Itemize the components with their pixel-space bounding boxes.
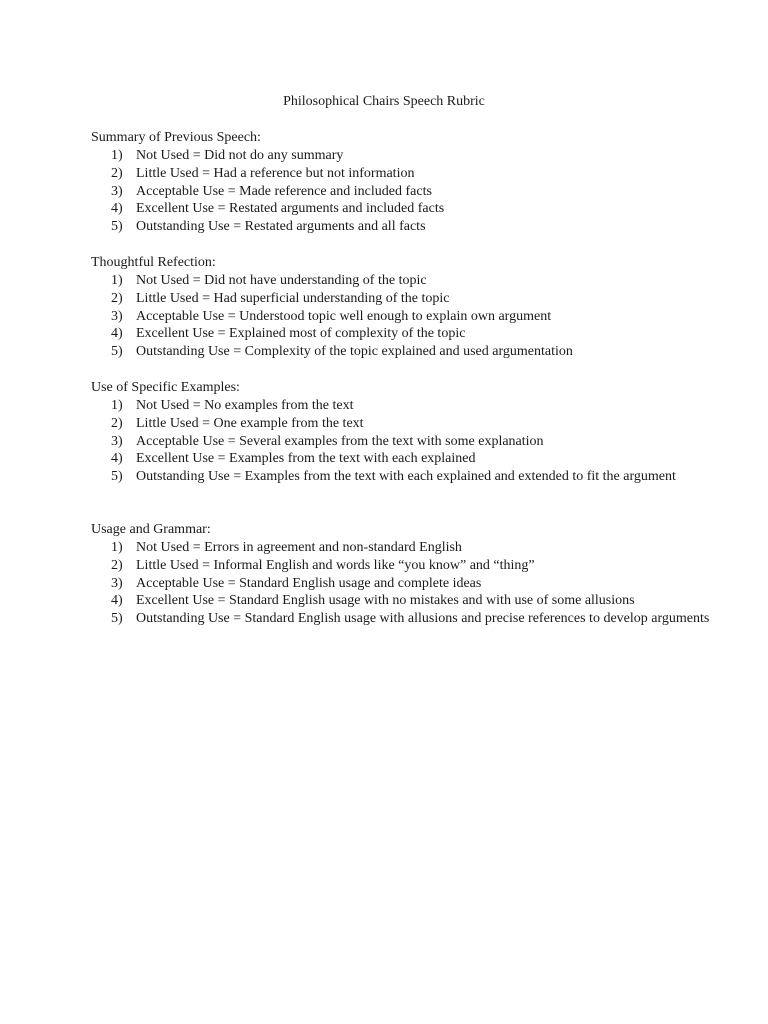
criterion-number: 5) (111, 611, 123, 627)
criterion-text: Not Used = No examples from the text (136, 398, 354, 413)
criterion-item (91, 539, 711, 557)
criterion-item (91, 218, 711, 236)
criterion-text: Little Used = Had a reference but not information (136, 165, 415, 181)
criterion-number: 4) (111, 593, 123, 609)
criterion-text: Outstanding Use = Standard English usage with allusions and precise references to develop arguments (136, 611, 710, 627)
criterion-text: Little Used = Informal English and words like “you know” and “thing” (136, 557, 535, 573)
criteria-list (91, 272, 711, 361)
criterion-item (91, 397, 711, 415)
criterion-number: 4) (111, 201, 123, 217)
criterion-number: 4) (111, 451, 123, 467)
criterion-text: Little Used = One example from the text (136, 415, 364, 431)
criterion-item (91, 308, 711, 326)
criterion-text: Excellent Use = Explained most of complexity of the topic (136, 326, 466, 342)
section-usage-and-grammar (91, 521, 711, 628)
criterion-text: Acceptable Use = Understood topic well enough to explain own argument (136, 308, 552, 324)
criterion-text: Excellent Use = Examples from the text with each explained (136, 451, 476, 467)
criterion-text: Acceptable Use = Several examples from the text with some explanation (136, 433, 544, 449)
criterion-text: Outstanding Use = Restated arguments and all facts (136, 219, 426, 235)
criterion-text: Little Used = Had superficial understanding of the topic (136, 290, 450, 306)
section-heading: Usage and Grammar: (91, 522, 211, 537)
criterion-item (91, 468, 711, 486)
criterion-number: 5) (111, 344, 123, 360)
criterion-number: 3) (111, 575, 123, 591)
criterion-text: Outstanding Use = Complexity of the topic explained and used argumentation (136, 344, 573, 360)
criterion-number: 3) (111, 183, 123, 199)
section-heading: Thoughtful Refection: (91, 255, 216, 270)
section-heading: Summary of Previous Speech: (91, 130, 261, 145)
criterion-item (91, 272, 711, 290)
criterion-number: 1) (111, 273, 123, 288)
criteria-list (91, 147, 711, 236)
criterion-item (91, 343, 711, 361)
criterion-number: 2) (111, 557, 123, 573)
criteria-list (91, 539, 711, 628)
criterion-item (91, 433, 711, 451)
criterion-number: 2) (111, 415, 123, 431)
criterion-text: Not Used = Did not do any summary (136, 148, 344, 163)
criterion-number: 4) (111, 326, 123, 342)
criterion-number: 1) (111, 398, 123, 413)
criterion-text: Not Used = Errors in agreement and non-standard English (136, 540, 462, 555)
section-thoughtful-reflection (91, 254, 711, 361)
criterion-item (91, 147, 711, 165)
criterion-item (91, 200, 711, 218)
criterion-item (91, 290, 711, 308)
criterion-text: Excellent Use = Restated arguments and included facts (136, 201, 445, 217)
criterion-item (91, 325, 711, 343)
criterion-text: Acceptable Use = Standard English usage and complete ideas (136, 575, 482, 591)
criterion-item (91, 183, 711, 201)
criterion-number: 2) (111, 165, 123, 181)
criterion-text: Not Used = Did not have understanding of the topic (136, 273, 427, 288)
criterion-item (91, 165, 711, 183)
section-use-of-specific-examples (91, 379, 711, 486)
section-heading: Use of Specific Examples: (91, 380, 240, 395)
criterion-item (91, 415, 711, 433)
criterion-number: 1) (111, 148, 123, 163)
criterion-item (91, 575, 711, 593)
criterion-number: 2) (111, 290, 123, 306)
criteria-list (91, 397, 711, 486)
criterion-number: 5) (111, 469, 123, 485)
criterion-text: Outstanding Use = Examples from the text with each explained and extended to fit the argument (136, 469, 676, 485)
criterion-number: 3) (111, 433, 123, 449)
section-summary-of-previous-speech (91, 129, 711, 236)
criterion-number: 1) (111, 540, 123, 555)
document-title: Philosophical Chairs Speech Rubric (283, 94, 485, 109)
criterion-number: 5) (111, 219, 123, 235)
criterion-item (91, 557, 711, 575)
criterion-item (91, 610, 711, 628)
criterion-item (91, 592, 711, 610)
criterion-text: Excellent Use = Standard English usage with no mistakes and with use of some allusions (136, 593, 635, 609)
criterion-item (91, 450, 711, 468)
criterion-text: Acceptable Use = Made reference and included facts (136, 183, 432, 199)
criterion-number: 3) (111, 308, 123, 324)
